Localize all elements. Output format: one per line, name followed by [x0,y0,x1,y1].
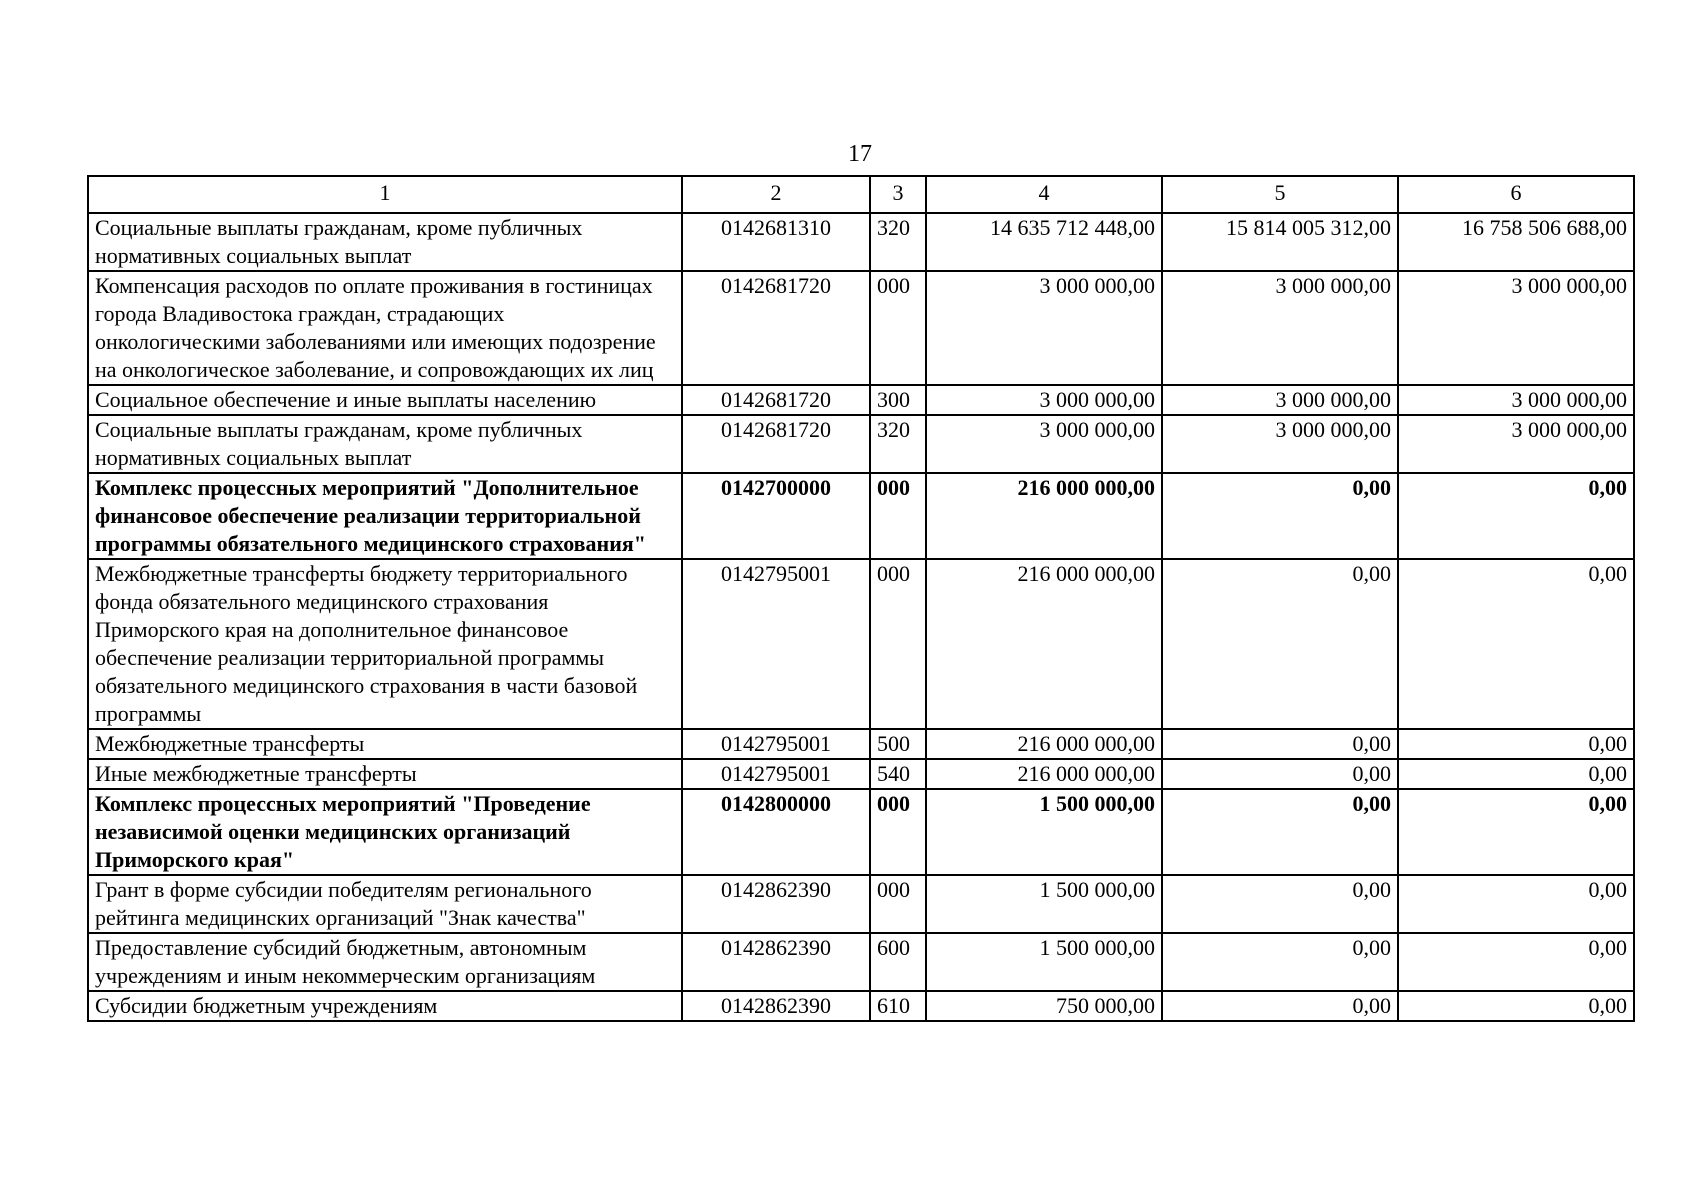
budget-table [87,175,1635,1022]
row-amount-col6-cell: 0,00 [1398,875,1634,933]
row-type-cell: 000 [870,473,926,559]
row-name-cell: Социальные выплаты гражданам, кроме публичных нормативных социальных выплат [88,415,682,473]
row-amount-col5-cell: 0,00 [1162,729,1398,759]
row-code-cell: 0142795001 [682,759,870,789]
table-row [88,759,1634,789]
row-amount-col5-cell: 3 000 000,00 [1162,415,1398,473]
header-cell: 2 [682,176,870,213]
row-code-cell: 0142795001 [682,559,870,729]
row-amount-col4-cell: 3 000 000,00 [926,415,1162,473]
page-number: 17 [848,141,872,167]
row-amount-col6-cell: 0,00 [1398,789,1634,875]
row-amount-col5-cell: 3 000 000,00 [1162,271,1398,385]
row-name-cell: Иные межбюджетные трансферты [88,759,682,789]
header-cell: 5 [1162,176,1398,213]
row-amount-col6-cell: 16 758 506 688,00 [1398,213,1634,271]
header-cell: 1 [88,176,682,213]
row-name-cell: Межбюджетные трансферты бюджету территориального фонда обязательного медицинского страхования Приморского края на дополнительное финансовое обеспечение реализации территориальной программы обязательного медицинского страхования в части базовой программы [88,559,682,729]
row-amount-col4-cell: 1 500 000,00 [926,933,1162,991]
row-code-cell: 0142700000 [682,473,870,559]
row-amount-col4-cell: 216 000 000,00 [926,729,1162,759]
header-cell: 6 [1398,176,1634,213]
row-code-cell: 0142681310 [682,213,870,271]
table-row [88,875,1634,933]
row-name-cell: Социальное обеспечение и иные выплаты населению [88,385,682,415]
table-row [88,271,1634,385]
row-name-cell: Грант в форме субсидии победителям регионального рейтинга медицинских организаций "Знак качества" [88,875,682,933]
row-name-cell: Компенсация расходов по оплате проживания в гостиницах города Владивостока граждан, страдающих онкологическими заболеваниями или имеющих подозрение на онкологическое заболевание, и сопровождающих их лиц [88,271,682,385]
row-type-cell: 000 [870,875,926,933]
row-code-cell: 0142681720 [682,385,870,415]
row-amount-col5-cell: 0,00 [1162,991,1398,1021]
row-amount-col4-cell: 1 500 000,00 [926,789,1162,875]
row-amount-col6-cell: 0,00 [1398,473,1634,559]
table-body [88,213,1634,1021]
row-code-cell: 0142681720 [682,271,870,385]
row-name-cell: Межбюджетные трансферты [88,729,682,759]
row-name-cell: Субсидии бюджетным учреждениям [88,991,682,1021]
row-amount-col5-cell: 15 814 005 312,00 [1162,213,1398,271]
row-amount-col6-cell: 0,00 [1398,933,1634,991]
row-amount-col4-cell: 216 000 000,00 [926,473,1162,559]
row-name-cell: Комплекс процессных мероприятий "Дополнительное финансовое обеспечение реализации территориальной программы обязательного медицинского страхования" [88,473,682,559]
row-amount-col4-cell: 14 635 712 448,00 [926,213,1162,271]
row-amount-col6-cell: 0,00 [1398,729,1634,759]
row-amount-col4-cell: 1 500 000,00 [926,875,1162,933]
row-type-cell: 000 [870,789,926,875]
header-cell: 4 [926,176,1162,213]
header-cell: 3 [870,176,926,213]
table-row [88,991,1634,1021]
row-amount-col6-cell: 0,00 [1398,559,1634,729]
row-code-cell: 0142862390 [682,991,870,1021]
row-code-cell: 0142795001 [682,729,870,759]
row-amount-col6-cell: 3 000 000,00 [1398,385,1634,415]
row-amount-col5-cell: 0,00 [1162,559,1398,729]
row-type-cell: 000 [870,559,926,729]
row-type-cell: 600 [870,933,926,991]
row-amount-col6-cell: 3 000 000,00 [1398,415,1634,473]
row-type-cell: 610 [870,991,926,1021]
row-amount-col5-cell: 0,00 [1162,933,1398,991]
row-amount-col6-cell: 0,00 [1398,991,1634,1021]
row-amount-col5-cell: 0,00 [1162,875,1398,933]
row-name-cell: Социальные выплаты гражданам, кроме публичных нормативных социальных выплат [88,213,682,271]
row-code-cell: 0142862390 [682,875,870,933]
row-type-cell: 000 [870,271,926,385]
row-amount-col4-cell: 3 000 000,00 [926,385,1162,415]
table-row [88,933,1634,991]
row-amount-col4-cell: 216 000 000,00 [926,759,1162,789]
row-type-cell: 500 [870,729,926,759]
table-row [88,473,1634,559]
row-type-cell: 320 [870,213,926,271]
row-amount-col6-cell: 0,00 [1398,759,1634,789]
row-amount-col4-cell: 3 000 000,00 [926,271,1162,385]
row-amount-col5-cell: 0,00 [1162,789,1398,875]
row-name-cell: Предоставление субсидий бюджетным, автономным учреждениям и иным некоммерческим организациям [88,933,682,991]
table-row [88,213,1634,271]
row-amount-col5-cell: 0,00 [1162,759,1398,789]
header-row [88,176,1634,213]
table-row [88,415,1634,473]
row-type-cell: 540 [870,759,926,789]
row-amount-col5-cell: 0,00 [1162,473,1398,559]
row-amount-col5-cell: 3 000 000,00 [1162,385,1398,415]
row-code-cell: 0142800000 [682,789,870,875]
row-amount-col4-cell: 750 000,00 [926,991,1162,1021]
row-code-cell: 0142681720 [682,415,870,473]
row-type-cell: 300 [870,385,926,415]
table-row [88,559,1634,729]
row-amount-col6-cell: 3 000 000,00 [1398,271,1634,385]
row-name-cell: Комплекс процессных мероприятий "Проведение независимой оценки медицинских организаций Приморского края" [88,789,682,875]
row-amount-col4-cell: 216 000 000,00 [926,559,1162,729]
row-type-cell: 320 [870,415,926,473]
table-row [88,789,1634,875]
table-row [88,385,1634,415]
table-row [88,729,1634,759]
row-code-cell: 0142862390 [682,933,870,991]
